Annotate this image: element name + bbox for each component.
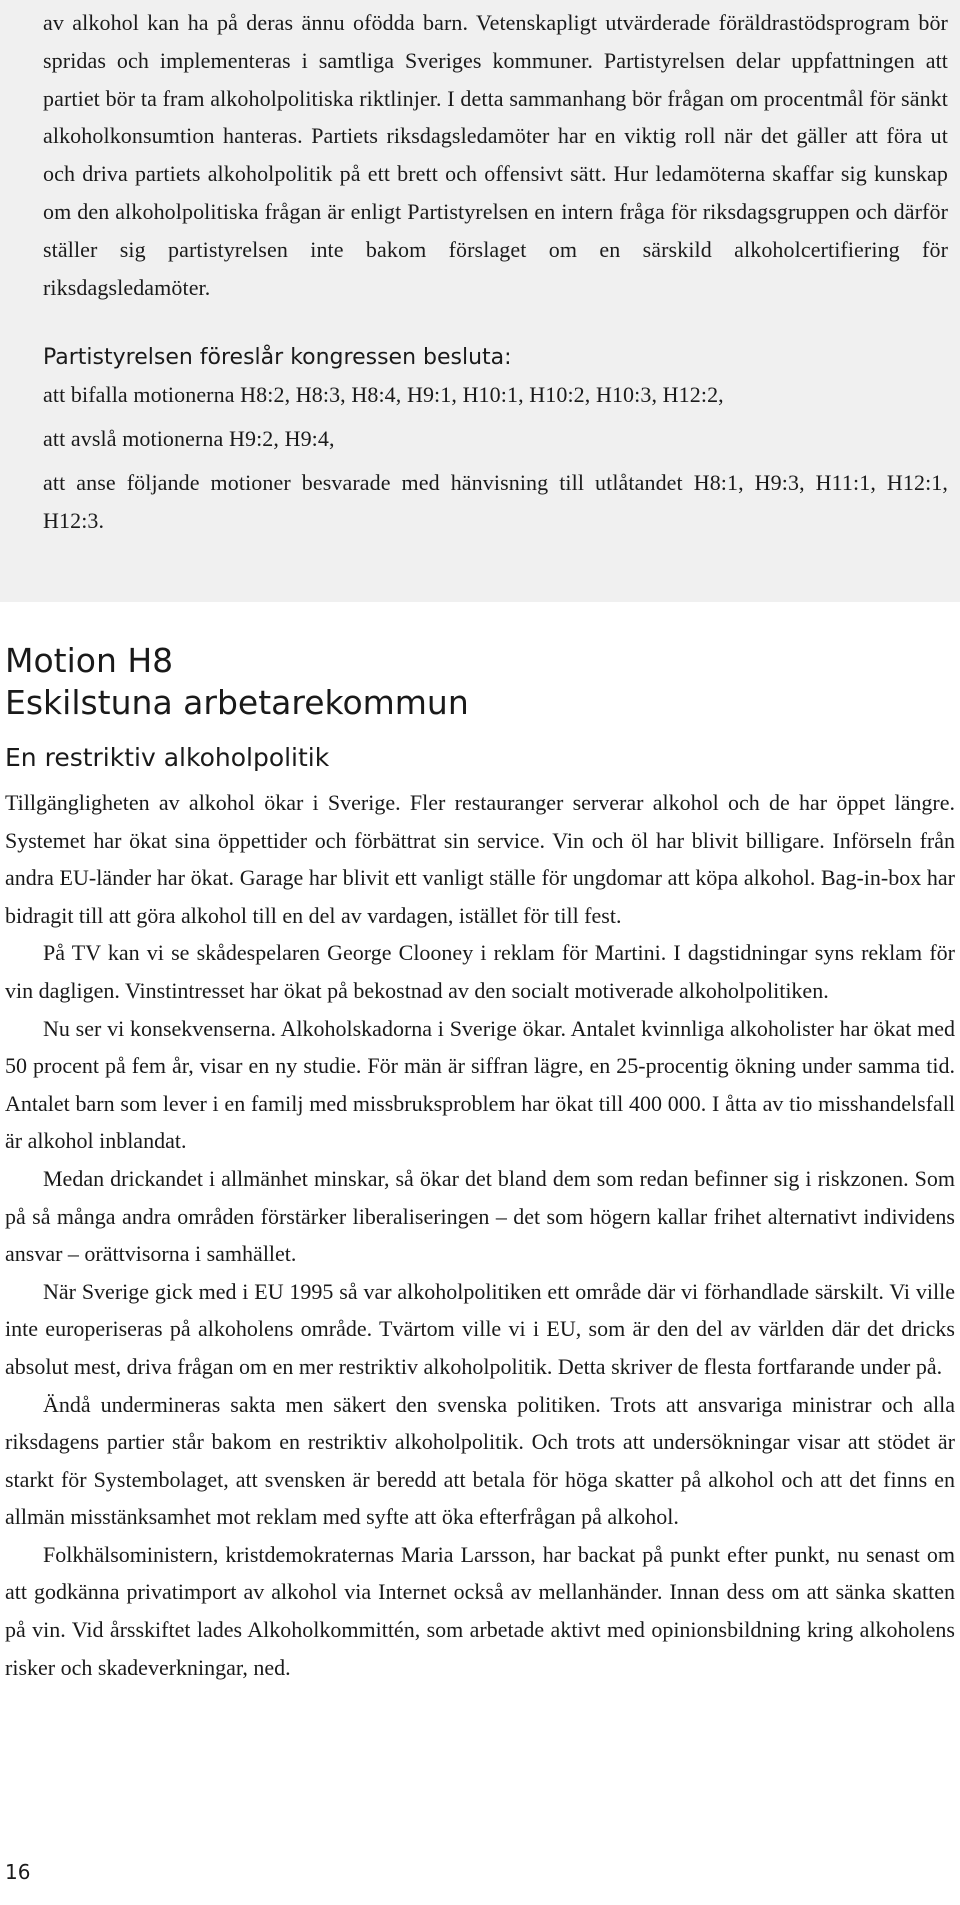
decision-approve: att bifalla motionerna H8:2, H8:3, H8:4, H9:1, H10:1, H10:2, H10:3, H12:2,: [43, 382, 724, 408]
motion-body: [5, 784, 955, 1686]
motion-paragraph: På TV kan vi se skådespelaren George Clooney i reklam för Martini. I dagstidningar syns reklam för vin dagligen. Vinstintresset har ökat på bekostnad av den socialt motiverade alkoholpolitiken.: [5, 940, 955, 1003]
motion-paragraph: Folkhälsoministern, kristdemokraternas Maria Larsson, har backat på punkt efter punkt, nu senast om att godkänna privatimport av alkohol via Internet också av mellanhänder. Innan dess om att sänka skatten på vin. Vid årsskiftet lades Alkoholkommittén, som arbetade aktivt med opinionsbildning kring alkoholens risker och skadeverkningar, ned.: [5, 1541, 955, 1680]
motion-subtitle: En restriktiv alkoholpolitik: [5, 743, 330, 772]
motion-paragraph: När Sverige gick med i EU 1995 så var alkoholpolitiken ett område där vi förhandlade särskilt. Vi ville inte europeriseras på alkoholens område. Tvärtom ville vi i EU, som är den del av världen där det dricks absolut mest, driva frågan om en mer restriktiv alkoholpolitik. Detta skriver de flesta fortfarande under på.: [5, 1278, 955, 1379]
motion-title: Motion H8: [5, 641, 174, 680]
motion-paragraph: Tillgängligheten av alkohol ökar i Sverige. Fler restauranger serverar alkohol och de har öppet längre. Systemet har ökat sina öppettider och förbättrat sin service. Vin och öl har blivit billigare. Införseln från andra EU-länder har ökat. Garage har blivit ett vanligt ställe för ungdomar att köpa alkohol. Bag-in-box har bidragit till att göra alkohol till en del av vardagen, istället för till fest.: [5, 790, 955, 928]
motion-organization: Eskilstuna arbetarekommun: [5, 683, 469, 722]
decision-answered: att anse följande motioner besvarade med hänvisning till utlåtandet H8:1, H9:3, H11:1, H12:1, H12:3.: [43, 469, 948, 533]
page-number: 16: [5, 1860, 31, 1884]
statement-paragraph: av alkohol kan ha på deras ännu ofödda barn. Vetenskapligt utvärderade föräldrastödsprogram bör spridas och implementeras i samtliga Sveriges kommuner. Partistyrelsen delar uppfattningen att partiet bör ta fram alkoholpolitiska riktlinjer. I detta sammanhang bör frågan om procentmål för sänkt alkoholkonsumtion hanteras. Partiets riksdagsledamöter har en viktig roll när det gäller att föra ut och driva partiets alkoholpolitik på ett brett och offensivt sätt. Hur ledamöterna skaffar sig kunskap om den alkoholpolitiska frågan är enligt Partistyrelsen en intern fråga för riksdagsgruppen och därför ställer sig partistyrelsen inte bakom förslaget om en särskild alkoholcertifiering för riksdagsledamöter.: [43, 10, 948, 300]
partistyrelsen-statement-box: [0, 0, 960, 602]
decision-heading: Partistyrelsen föreslår kongressen besluta:: [43, 345, 512, 371]
motion-paragraph: Medan drickandet i allmänhet minskar, så ökar det bland dem som redan befinner sig i riskzonen. Som på så många andra områden förstärker liberaliseringen – det som högern kallar frihet alternativt individens ansvar – orättvisorna i samhället.: [5, 1165, 955, 1267]
decision-reject: att avslå motionerna H9:2, H9:4,: [43, 426, 335, 452]
motion-paragraph: Nu ser vi konsekvenserna. Alkoholskadorna i Sverige ökar. Antalet kvinnliga alkoholister har ökat med 50 procent på fem år, visar en ny studie. För män är siffran lägre, en 25-procentig ökning under samma tid. Antalet barn som lever i en familj med missbruksproblem har ökat till 400 000. I åtta av tio misshandelsfall är alkohol inblandat.: [5, 1015, 955, 1154]
motion-paragraph: Ändå undermineras sakta men säkert den svenska politiken. Trots att ansvariga ministrar och alla riksdagens partier står bakom en restriktiv alkoholpolitik. Och trots att undersökningar visar att stödet är starkt för Systembolaget, att svensken är beredd att betala för höga skatter på alkohol och att det finns en allmän misstänksamhet mot reklam med syfte att öka efterfrågan på alkohol.: [5, 1391, 955, 1530]
motion-header: [5, 640, 469, 724]
